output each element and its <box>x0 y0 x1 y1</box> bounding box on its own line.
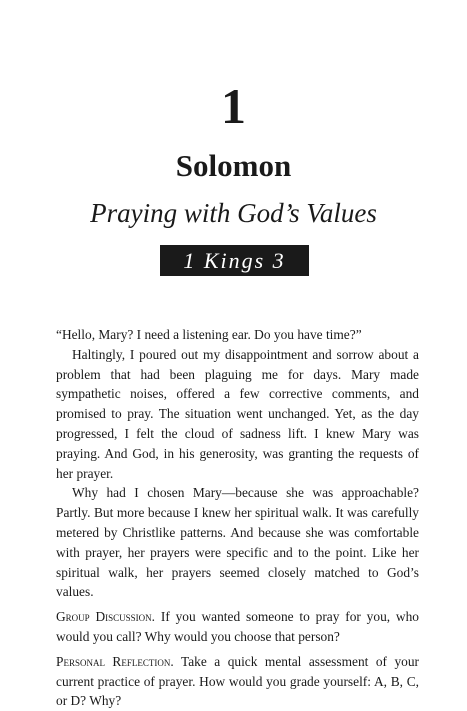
scripture-reference: 1 Kings 3 <box>183 248 286 273</box>
group-discussion-prompt <box>56 607 419 647</box>
group-discussion-text: If you wanted someone to pray for you, who would you call? Why would you choose that person? <box>56 609 419 644</box>
body-paragraph: Why had I chosen Mary—because she was approachable? Partly. But more because I knew her spiritual walk. It was carefully metered by Christlike patterns. And because she was comfortable with prayer, her prayers were specific and to the point. Like her spiritual walk, her prayers seemed closely matched to God’s values. <box>56 485 419 600</box>
body-text <box>56 325 419 711</box>
chapter-number: 1 <box>221 78 246 134</box>
scripture-reference-box <box>160 245 309 276</box>
group-discussion-label: Group Discussion. <box>56 609 156 625</box>
personal-reflection-prompt <box>56 652 419 711</box>
opening-line: “Hello, Mary? I need a listening ear. Do you have time?” <box>56 327 362 342</box>
chapter-title: Solomon <box>175 148 292 183</box>
personal-reflection-text: Take a quick mental assessment of your current practice of prayer. How would you grade yourself: A, B, C, or D? Why? <box>56 653 420 709</box>
body-paragraph: Haltingly, I poured out my disappointment and sorrow about a problem that had been plaguing me for days. Mary made sympathetic noises, offered a few corrective comments, and promised to pray. The situation went unchanged. Yet, as the day progressed, I felt the cloud of sadness lift. I knew Mary was praying. And God, in his generosity, was granting the requests of her prayer. <box>56 346 419 481</box>
personal-reflection-label: Personal Reflection. <box>56 653 174 669</box>
chapter-subtitle: Praying with God’s Values <box>90 198 377 228</box>
